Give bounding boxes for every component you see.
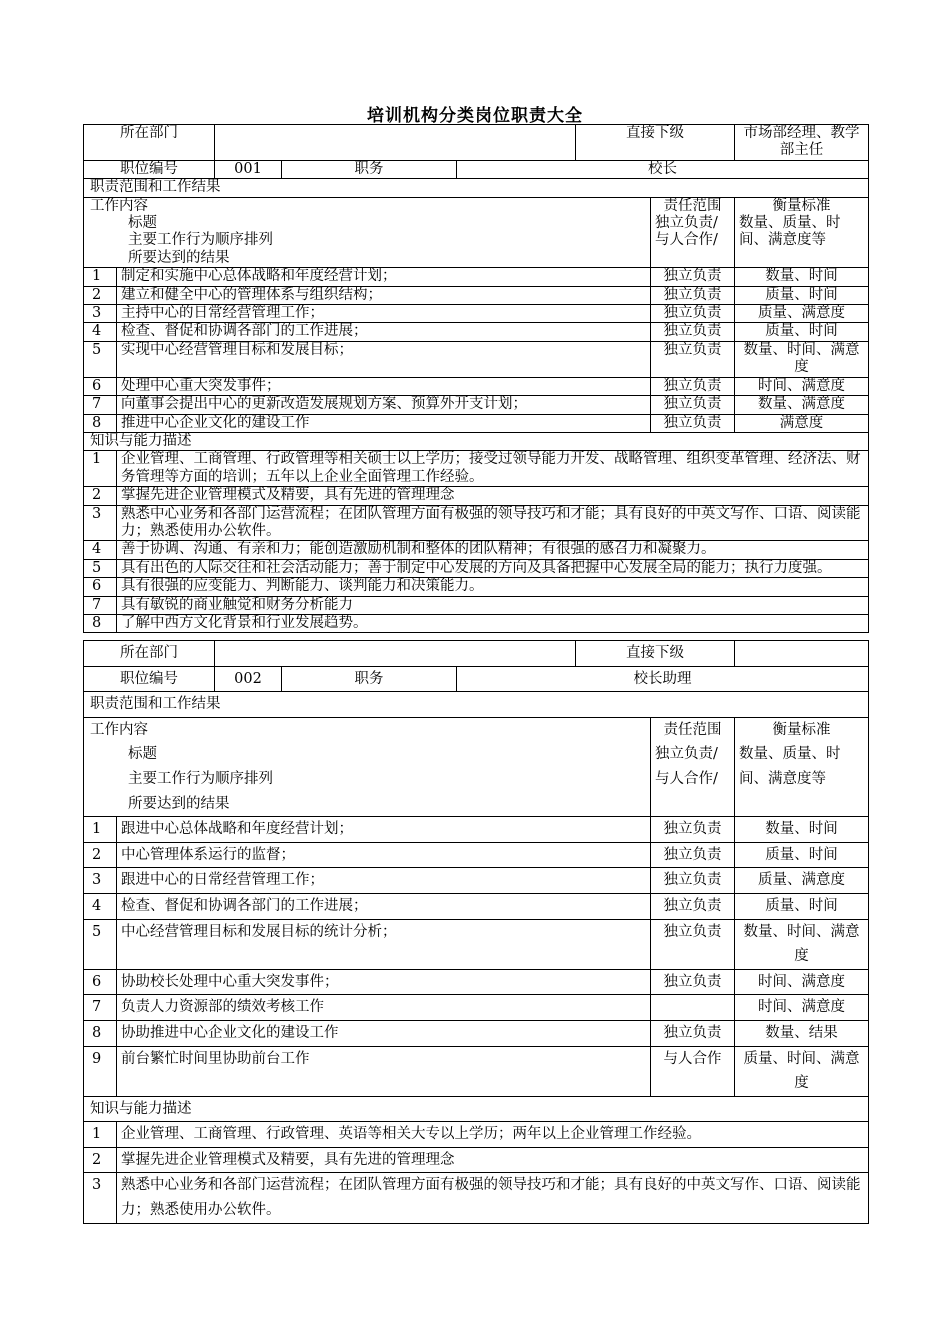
duty-row: 4 检查、督促和协调各部门的工作进展； 独立负责 质量、时间 [84, 323, 869, 341]
col-measure: 衡量标准 数量、质量、时间、满意度等 [735, 717, 869, 816]
duty-row: 3 跟进中心的日常经营管理工作； 独立负责 质量、满意度 [84, 868, 869, 894]
ability-row: 2 掌握先进企业管理模式及精要，具有先进的管理理念 [84, 487, 869, 505]
position-id-value: 001 [215, 160, 282, 178]
col-scope: 责任范围 独立负责/与人合作/ [651, 717, 735, 816]
position-table-001 [83, 124, 869, 633]
ability-row: 4 善于协调、沟通、有亲和力；能创造激励机制和整体的团队精神；有很强的感召力和凝聚力。 [84, 541, 869, 559]
duty-row: 6 协助校长处理中心重大突发事件； 独立负责 时间、满意度 [84, 969, 869, 995]
header-row-id [84, 160, 869, 178]
subordinate-value: 市场部经理、教学部主任 [735, 125, 869, 161]
duty-row: 1 制定和实施中心总体战略和年度经营计划； 独立负责 数量、时间 [84, 268, 869, 286]
ability-row: 1 企业管理、工商管理、行政管理、英语等相关大专以上学历；两年以上企业管理工作经验。 [84, 1122, 869, 1148]
job-title-label: 职务 [282, 666, 457, 692]
header-row-id [84, 666, 869, 692]
ability-section-title: 知识与能力描述 [84, 432, 869, 450]
duty-row: 3 主持中心的日常经营管理工作； 独立负责 质量、满意度 [84, 305, 869, 323]
duties-column-header [84, 197, 869, 268]
duty-row: 1 跟进中心总体战略和年度经营计划； 独立负责 数量、时间 [84, 817, 869, 843]
document-title: 培训机构分类岗位职责大全 [367, 106, 583, 126]
duties-section-title: 职责范围和工作结果 [84, 692, 869, 718]
col-measure: 衡量标准 数量、质量、时间、满意度等 [735, 197, 869, 268]
col-scope: 责任范围 独立负责/与人合作/ [651, 197, 735, 268]
ability-row: 7 具有敏锐的商业触觉和财务分析能力 [84, 596, 869, 614]
dept-label: 所在部门 [84, 641, 215, 667]
duty-row: 4 检查、督促和协调各部门的工作进展； 独立负责 质量、时间 [84, 893, 869, 919]
ability-row: 3 熟悉中心业务和各部门运营流程；在团队管理方面有极强的领导技巧和才能；具有良好的中英文写作、口语、阅读能力；熟悉使用办公软件。 [84, 1173, 869, 1223]
duty-row: 5 实现中心经营管理目标和发展目标； 独立负责 数量、时间、满意度 [84, 341, 869, 377]
subordinate-label: 直接下级 [576, 641, 735, 667]
subordinate-value [735, 641, 869, 667]
duties-section-title: 职责范围和工作结果 [84, 179, 869, 197]
duty-row: 8 推进中心企业文化的建设工作 独立负责 满意度 [84, 414, 869, 432]
duty-row: 8 协助推进中心企业文化的建设工作 独立负责 数量、结果 [84, 1020, 869, 1046]
position-id-label: 职位编号 [84, 160, 215, 178]
dept-label: 所在部门 [84, 125, 215, 161]
ability-row: 6 具有很强的应变能力、判断能力、谈判能力和决策能力。 [84, 578, 869, 596]
col-work-content: 工作内容 标题 主要工作行为顺序排列 所要达到的结果 [84, 197, 651, 268]
col-work-content: 工作内容 标题 主要工作行为顺序排列 所要达到的结果 [84, 717, 651, 816]
job-title-value: 校长助理 [457, 666, 869, 692]
ability-row: 1 企业管理、工商管理、行政管理等相关硕士以上学历；接受过领导能力开发、战略管理、组织变革管理、经济法、财务管理等方面的培训；五年以上企业全面管理工作经验。 [84, 451, 869, 487]
header-row-dept [84, 641, 869, 667]
duty-row: 6 处理中心重大突发事件； 独立负责 时间、满意度 [84, 377, 869, 395]
header-row-dept [84, 125, 869, 161]
duty-row: 7 负责人力资源部的绩效考核工作 时间、满意度 [84, 995, 869, 1021]
ability-row: 2 掌握先进企业管理模式及精要，具有先进的管理理念 [84, 1147, 869, 1173]
position-id-label: 职位编号 [84, 666, 215, 692]
dept-value [215, 641, 576, 667]
dept-value [215, 125, 576, 161]
duty-row: 5 中心经营管理目标和发展目标的统计分析； 独立负责 数量、时间、满意度 [84, 919, 869, 969]
position-id-value: 002 [215, 666, 282, 692]
ability-section-title: 知识与能力描述 [84, 1096, 869, 1122]
duty-row: 2 中心管理体系运行的监督； 独立负责 质量、时间 [84, 842, 869, 868]
duties-column-header [84, 717, 869, 816]
duty-row: 7 向董事会提出中心的更新改造发展规划方案、预算外开支计划； 独立负责 数量、满意度 [84, 396, 869, 414]
duty-row: 9 前台繁忙时间里协助前台工作 与人合作 质量、时间、满意度 [84, 1046, 869, 1096]
job-title-label: 职务 [282, 160, 457, 178]
job-title-value: 校长 [457, 160, 869, 178]
subordinate-label: 直接下级 [576, 125, 735, 161]
ability-row: 5 具有出色的人际交往和社会活动能力；善于制定中心发展的方向及具备把握中心发展全局的能力；执行力度强。 [84, 559, 869, 577]
ability-row: 8 了解中西方文化背景和行业发展趋势。 [84, 614, 869, 632]
ability-row: 3 熟悉中心业务和各部门运营流程；在团队管理方面有极强的领导技巧和才能；具有良好的中英文写作、口语、阅读能力；熟悉使用办公软件。 [84, 505, 869, 541]
position-table-002 [83, 640, 869, 1224]
duty-row: 2 建立和健全中心的管理体系与组织结构； 独立负责 质量、时间 [84, 286, 869, 304]
